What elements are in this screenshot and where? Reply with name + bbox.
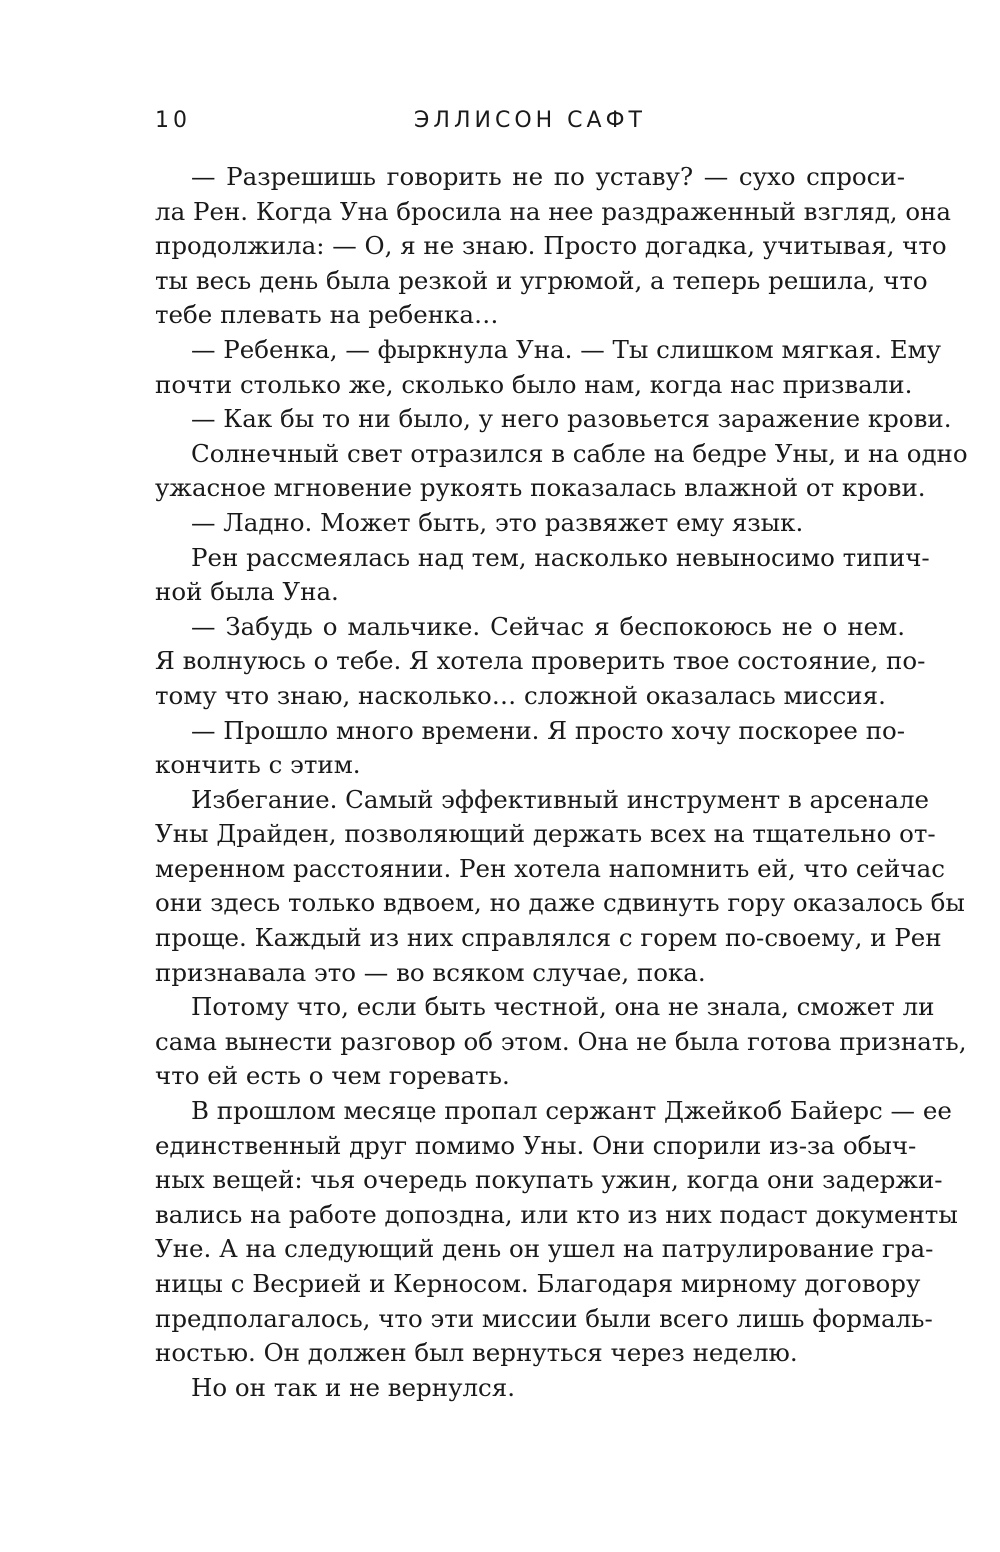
text-line: тому что знаю, насколько… сложной оказалась миссия.: [155, 680, 886, 710]
text-line: проще. Каждый из них справлялся с горем по-своему, и Рен: [155, 923, 942, 953]
text-line: Но он так и не вернулся.: [191, 1372, 516, 1402]
text-line: Избегание. Самый эффективный инструмент в арсенале: [191, 784, 930, 814]
text-line: Я волнуюсь о тебе. Я хотела проверить твое состояние, по-: [155, 646, 926, 676]
text-line: вались на работе допоздна, или кто из них подаст документы: [155, 1199, 958, 1229]
text-line: сама вынести разговор об этом. Она не была готова признать,: [155, 1026, 967, 1056]
running-head: [155, 108, 905, 144]
text-line: В прошлом месяце пропал сержант Джейкоб Байерс — ее: [191, 1096, 952, 1126]
text-line: ностью. Он должен был вернуться через неделю.: [155, 1338, 798, 1368]
text-line: что ей есть о чем горевать.: [155, 1061, 510, 1091]
text-line: — Ребенка, — фыркнула Уна. — Ты слишком мягкая. Ему: [191, 334, 942, 364]
text-line: — Прошло много времени. Я просто хочу поскорее по-: [191, 715, 906, 745]
text-line: — Как бы то ни было, у него разовьется заражение крови.: [191, 404, 952, 434]
text-line: кончить с этим.: [155, 750, 361, 780]
text-line: почти столько же, сколько было нам, когда нас призвали.: [155, 369, 913, 399]
text-line: — Ладно. Может быть, это развяжет ему язык.: [191, 507, 804, 537]
text-line: ных вещей: чья очередь покупать ужин, когда они задержи-: [155, 1165, 943, 1195]
book-author: ЭЛЛИСОН САФТ: [414, 108, 646, 133]
text-line: тебе плевать на ребенка…: [155, 300, 499, 330]
text-line: признавала это — во всяком случае, пока.: [155, 957, 706, 987]
text-line: они здесь только вдвоем, но даже сдвинуть гору оказалось бы: [155, 888, 965, 918]
text-line: Солнечный свет отразился в сабле на бедре Уны, и на одно: [191, 438, 968, 468]
text-line: единственный друг помимо Уны. Они спорили из-за обыч-: [155, 1130, 917, 1160]
text-line: продолжила: — О, я не знаю. Просто догадка, учитывая, что: [155, 231, 947, 261]
text-line: меренном расстоянии. Рен хотела напомнить ей, что сейчас: [155, 853, 945, 883]
text-line: ужасное мгновение рукоять показалась влажной от крови.: [155, 473, 926, 503]
text-line: Рен рассмеялась над тем, насколько невыносимо типич-: [191, 542, 930, 572]
body-text: [155, 160, 968, 1405]
text-line: Уне. А на следующий день он ушел на патрулирование гра-: [155, 1234, 934, 1264]
text-line: Потому что, если быть честной, она не знала, сможет ли: [191, 992, 935, 1022]
text-line: ной была Уна.: [155, 577, 339, 607]
page-number: 10: [155, 108, 191, 133]
text-line: — Забудь о мальчике. Сейчас я беспокоюсь не о нем.: [191, 611, 905, 641]
text-line: Уны Драйден, позволяющий держать всех на тщательно от-: [155, 819, 936, 849]
text-line: предполагалось, что эти миссии были всего лишь формаль-: [155, 1303, 933, 1333]
text-line: ницы с Весрией и Керносом. Благодаря мирному договору: [155, 1269, 921, 1298]
text-line: — Разрешишь говорить не по уставу? — сухо спроси-: [191, 162, 905, 191]
text-line: ла Рен. Когда Уна бросила на нее раздраженный взгляд, она: [155, 196, 952, 226]
text-line: ты весь день была резкой и угрюмой, а теперь решила, что: [155, 265, 928, 295]
